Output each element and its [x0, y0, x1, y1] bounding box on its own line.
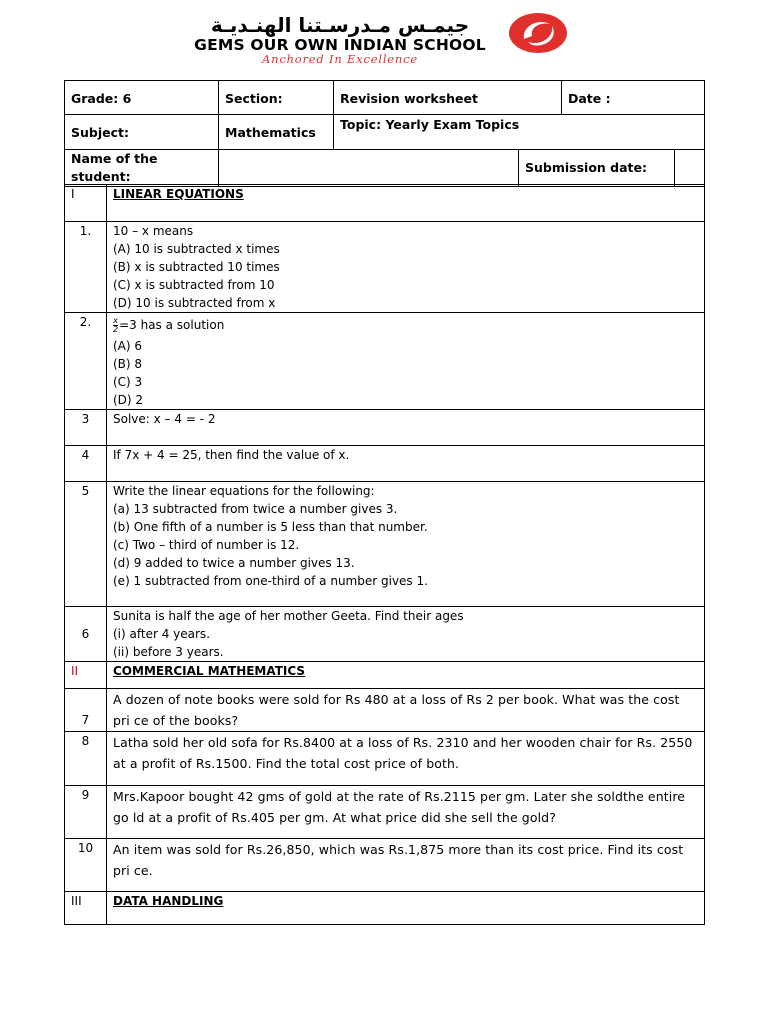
student-info-table: [64, 149, 705, 187]
question-text: An item was sold for Rs.26,850, which was Rs.1,875 more than its cost price. Find its cost pri ce.: [107, 839, 705, 892]
section-row: [65, 185, 705, 222]
stem-text: =3 has a solution: [119, 318, 225, 332]
question-text: [107, 482, 705, 607]
school-logo-icon: [508, 12, 568, 54]
question-row: [65, 689, 705, 732]
sub-question-e: (e) 1 subtracted from one-third of a number gives 1.: [113, 574, 428, 588]
question-number: 10: [65, 839, 107, 892]
option-b: (B) x is subtracted 10 times: [113, 260, 280, 274]
option-d: (D) 10 is subtracted from x: [113, 296, 276, 310]
questions-table: [64, 184, 705, 925]
question-row: [65, 786, 705, 839]
question-text: A dozen of note books were sold for Rs 480 at a loss of Rs 2 per book. What was the cost pri ce of the books?: [107, 689, 705, 732]
question-row: [65, 410, 705, 446]
question-number: 6: [65, 607, 107, 662]
student-name-field[interactable]: [219, 150, 519, 187]
sub-question-ii: (ii) before 3 years.: [113, 645, 224, 659]
option-b: (B) 8: [113, 357, 143, 371]
section-label: Section:: [219, 81, 334, 115]
worksheet-title: Revision worksheet: [334, 81, 562, 115]
question-stem: [113, 313, 698, 337]
school-name: GEMS OUR OWN INDIAN SCHOOL: [194, 36, 486, 54]
section-number: III: [65, 892, 107, 925]
section-title: LINEAR EQUATIONS: [107, 185, 705, 222]
fraction-denominator: 2: [113, 325, 119, 334]
question-number: 7: [65, 689, 107, 732]
question-text: If 7x + 4 = 25, then find the value of x.: [107, 446, 705, 482]
sub-question-i: (i) after 4 years.: [113, 627, 211, 641]
question-row: [65, 482, 705, 607]
question-number: 1.: [65, 222, 107, 313]
question-number: 5: [65, 482, 107, 607]
submission-date-field[interactable]: [675, 150, 705, 187]
question-row: [65, 222, 705, 313]
section-title: COMMERCIAL MATHEMATICS: [107, 662, 705, 689]
question-row: [65, 607, 705, 662]
sub-question-c: (c) Two – third of number is 12.: [113, 538, 300, 552]
question-number: 2.: [65, 313, 107, 410]
date-label: Date :: [562, 81, 705, 115]
question-text: Solve: x – 4 = - 2: [107, 410, 705, 446]
option-d: (D) 2: [113, 393, 144, 407]
topic-label: Topic: Yearly Exam Topics: [334, 115, 705, 150]
school-header: [0, 0, 768, 80]
option-c: (C) x is subtracted from 10: [113, 278, 275, 292]
question-row: [65, 313, 705, 410]
subject-value: Mathematics: [219, 115, 334, 150]
question-number: 3: [65, 410, 107, 446]
question-text: [107, 607, 705, 662]
section-title: DATA HANDLING: [107, 892, 705, 925]
section-number: I: [65, 185, 107, 222]
question-row: [65, 732, 705, 786]
school-tagline: Anchored In Excellence: [262, 52, 418, 66]
question-text: Latha sold her old sofa for Rs.8400 at a loss of Rs. 2310 and her wooden chair for Rs. 2550 at a profit of Rs.1500. Find the total cost price of both.: [107, 732, 705, 786]
sub-question-d: (d) 9 added to twice a number gives 13.: [113, 556, 355, 570]
question-stem: Write the linear equations for the following:: [113, 484, 375, 498]
worksheet-info-table: [64, 80, 705, 150]
sub-question-a: (a) 13 subtracted from twice a number gives 3.: [113, 502, 398, 516]
question-row: [65, 446, 705, 482]
question-text: [107, 313, 705, 410]
fraction-numerator: x: [113, 316, 118, 325]
question-stem: Sunita is half the age of her mother Geeta. Find their ages: [113, 609, 464, 623]
option-c: (C) 3: [113, 375, 143, 389]
question-text: Mrs.Kapoor bought 42 gms of gold at the rate of Rs.2115 per gm. Later she soldthe entire go ld at a profit of Rs.405 per gm. At what price did she sell the gold?: [107, 786, 705, 839]
section-number: II: [65, 662, 107, 689]
question-stem: 10 – x means: [113, 224, 194, 238]
sub-question-b: (b) One fifth of a number is 5 less than that number.: [113, 520, 428, 534]
question-row: [65, 839, 705, 892]
section-row: [65, 662, 705, 689]
fraction: [113, 317, 118, 334]
question-text: [107, 222, 705, 313]
option-a: (A) 10 is subtracted x times: [113, 242, 280, 256]
question-number: 9: [65, 786, 107, 839]
section-row: [65, 892, 705, 925]
question-number: 4: [65, 446, 107, 482]
submission-date-label: Submission date:: [519, 150, 675, 187]
subject-label: Subject:: [65, 115, 219, 150]
school-name-arabic: جيمـس مـدرسـتنا الهنـديـة: [210, 13, 470, 37]
student-name-label: Name of the student:: [65, 150, 219, 187]
option-a: (A) 6: [113, 339, 143, 353]
question-number: 8: [65, 732, 107, 786]
grade-label: Grade: 6: [65, 81, 219, 115]
